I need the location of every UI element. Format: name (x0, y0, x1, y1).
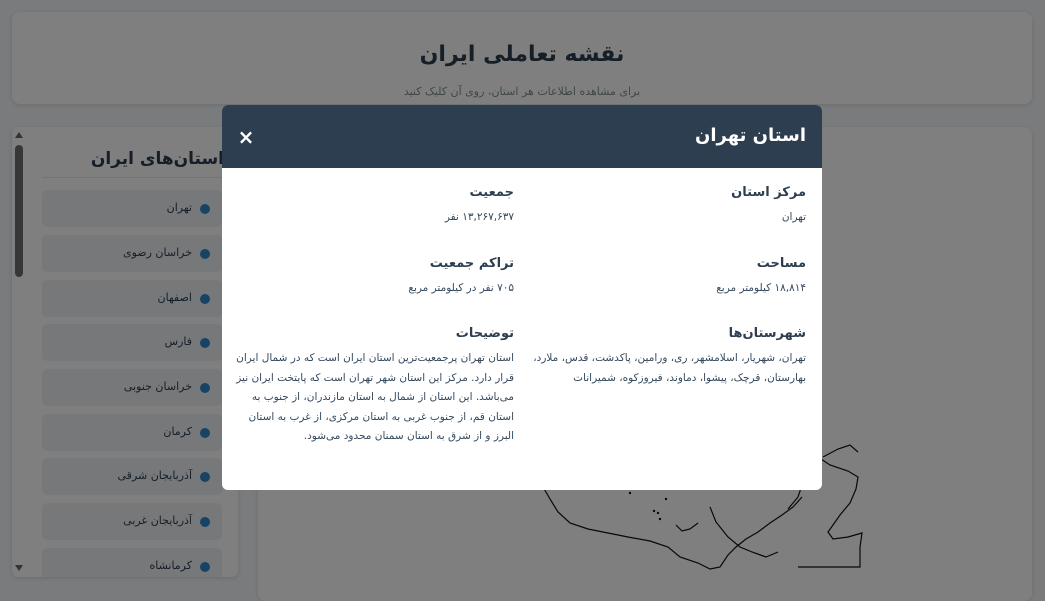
capital-label: مرکز استان (731, 185, 806, 200)
density-field (238, 256, 514, 299)
density-label: تراکم جمعیت (429, 256, 514, 271)
province-modal (222, 105, 822, 490)
population-value: ۱۳,۲۶۷,۶۳۷ نفر (444, 211, 514, 223)
density-value: ۷۰۵ نفر در کیلومتر مربع (408, 282, 514, 294)
area-value: ۱۸,۸۱۴ کیلومتر مربع (716, 282, 806, 294)
population-label: جمعیت (469, 185, 514, 200)
modal-header (222, 105, 822, 168)
capital-field (536, 185, 806, 228)
counties-value: تهران، شهریار، اسلامشهر، ری، ورامین، پاکدشت، قدس، ملارد، بهارستان، قرچک، پیشوا، دماوند، فیروزکوه، شمیرانات (533, 352, 806, 384)
capital-value: تهران (781, 211, 806, 223)
population-field (238, 185, 514, 228)
counties-field (528, 326, 806, 388)
area-field (536, 256, 806, 299)
description-label: توضیحات (455, 326, 514, 341)
modal-title: استان تهران (695, 125, 806, 146)
description-value: استان تهران پرجمعیت‌ترین استان ایران است که در شمال ایران قرار دارد. مرکز این استان شهر تهران است که پایتخت ایران نیز می‌باشد. این استان از شمال به استان مازندران، از جنوب به استان قم، از جنوب غربی به استان مرکزی، از غرب به استان البرز و از شرق به استان سمنان محدود می‌شود. (236, 352, 514, 442)
close-button[interactable]: × (237, 125, 255, 149)
area-label: مساحت (756, 256, 806, 271)
counties-label: شهرستان‌ها (728, 326, 806, 341)
description-field (236, 326, 514, 447)
